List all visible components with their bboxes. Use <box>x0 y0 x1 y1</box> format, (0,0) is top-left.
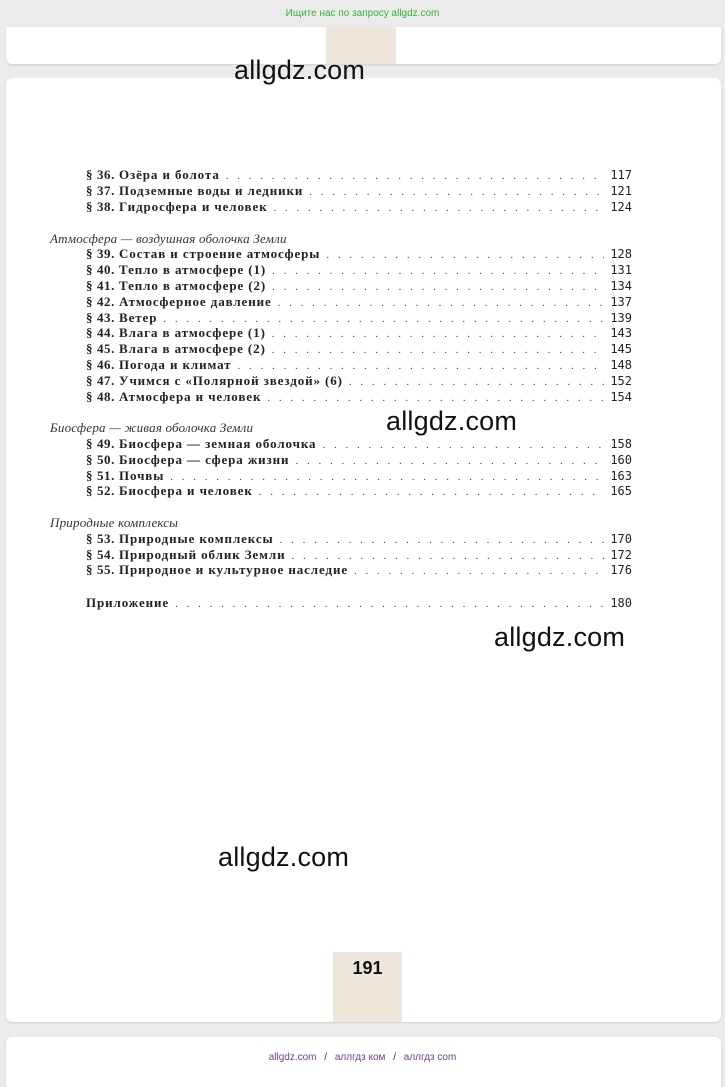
toc-section-number: § 41. <box>86 278 115 293</box>
toc-section-number: § 36. <box>86 167 115 182</box>
toc-title: Атмосферное давление <box>119 294 272 309</box>
top-banner[interactable]: Ищите нас по запросу allgdz.com <box>285 8 440 19</box>
toc-section-number: § 53. <box>86 531 115 546</box>
watermark: allgdz.com <box>494 622 626 652</box>
toc-entry <box>86 294 632 310</box>
toc-page: 134 <box>610 279 632 293</box>
toc-page: 139 <box>610 311 632 325</box>
toc-section-number: § 55. <box>86 562 115 577</box>
toc-section-heading: Природные комплексы <box>50 515 179 530</box>
footer-separator: / <box>324 1052 328 1063</box>
toc-entry <box>86 262 632 278</box>
footer-link[interactable]: аллгдз com <box>403 1052 457 1063</box>
toc-leader-dots <box>259 486 605 498</box>
toc-entry <box>86 452 632 468</box>
toc-leader-dots <box>354 565 604 577</box>
toc-leader-dots <box>272 281 604 293</box>
toc-leader-dots <box>295 455 604 467</box>
toc-page: 172 <box>610 548 632 562</box>
toc-entry <box>86 468 632 484</box>
footer-link[interactable]: аллгдз ком <box>334 1052 386 1063</box>
toc-title: Влага в атмосфере (1) <box>119 325 266 340</box>
toc-leader-dots <box>272 265 604 277</box>
toc-leader-dots <box>274 202 605 214</box>
footer-separator: / <box>393 1052 396 1063</box>
toc-title: Приложение <box>86 595 170 610</box>
toc-title: Природное и культурное наследие <box>119 562 349 577</box>
toc-title: Озёра и болота <box>119 167 220 182</box>
toc-page: 121 <box>610 184 632 198</box>
toc-title: Тепло в атмосфере (2) <box>119 278 267 293</box>
toc-title: Гидросфера и человек <box>119 199 268 214</box>
toc-entry <box>86 483 632 499</box>
toc-section-number: § 43. <box>86 310 115 325</box>
toc-page: 131 <box>610 263 632 277</box>
toc-leader-dots <box>309 186 604 198</box>
toc-page: 160 <box>610 453 632 467</box>
toc-entry <box>86 562 632 578</box>
toc-page: 163 <box>610 469 632 483</box>
toc-entry <box>86 531 632 547</box>
toc-page: 124 <box>610 200 632 214</box>
toc-section-number: § 45. <box>86 341 115 356</box>
toc-leader-dots <box>272 328 605 340</box>
toc-entry <box>86 325 632 341</box>
toc-entry <box>86 389 632 405</box>
toc-section-heading: Биосфера — живая оболочка Земли <box>50 420 254 435</box>
toc-entry <box>86 547 632 563</box>
toc-page: 176 <box>610 563 632 577</box>
toc-leader-dots <box>292 550 605 562</box>
toc-entry <box>86 341 632 357</box>
toc-title: Учимся с «Полярной звездой» (6) <box>119 373 343 388</box>
toc-title: Природный облик Земли <box>119 547 286 562</box>
toc-section-number: § 49. <box>86 436 115 451</box>
toc-page: 128 <box>610 247 632 261</box>
page-number: 191 <box>352 958 383 978</box>
toc-entry <box>86 436 632 452</box>
watermark: allgdz.com <box>218 842 350 872</box>
toc-leader-dots <box>349 376 604 388</box>
toc-title: Подземные воды и ледники <box>119 183 304 198</box>
toc-page: 148 <box>610 358 632 372</box>
toc-title: Погода и климат <box>119 357 232 372</box>
toc-leader-dots <box>163 313 604 325</box>
toc-leader-dots <box>170 471 604 483</box>
toc-section-number: § 52. <box>86 483 115 498</box>
toc-page: 152 <box>610 374 632 388</box>
toc-entry <box>86 199 632 215</box>
toc-section-number: § 48. <box>86 389 115 404</box>
toc-title: Почвы <box>119 468 165 483</box>
toc-title: Атмосфера и человек <box>119 389 262 404</box>
toc-section-number: § 44. <box>86 325 115 340</box>
toc-section-number: § 39. <box>86 246 115 261</box>
toc-title: Биосфера — земная оболочка <box>119 436 317 451</box>
toc-leader-dots <box>267 392 604 404</box>
toc-entry <box>86 183 632 199</box>
toc-title: Ветер <box>119 310 158 325</box>
toc-entry <box>86 167 632 183</box>
toc-title: Тепло в атмосфере (1) <box>119 262 267 277</box>
toc-title: Природные комплексы <box>119 531 274 546</box>
toc-page: 170 <box>610 532 632 546</box>
toc-page: 117 <box>610 168 632 182</box>
toc-section-heading: Атмосфера — воздушная оболочка Земли <box>50 231 287 246</box>
toc-leader-dots <box>278 297 605 309</box>
toc-leader-dots <box>175 598 604 610</box>
toc-entry <box>86 278 632 294</box>
toc-entry <box>86 246 632 262</box>
footer-link[interactable]: allgdz.com <box>268 1052 317 1063</box>
toc-page: 158 <box>610 437 632 451</box>
watermark: allgdz.com <box>234 55 366 85</box>
toc-leader-dots <box>280 534 605 546</box>
toc-section-number: § 47. <box>86 373 115 388</box>
toc-page: 143 <box>610 326 632 340</box>
toc-entry <box>86 310 632 326</box>
toc-section-number: § 54. <box>86 547 115 562</box>
toc-section-number: § 46. <box>86 357 115 372</box>
toc-title: Влага в атмосфере (2) <box>119 341 266 356</box>
toc-title: Биосфера — сфера жизни <box>119 452 290 467</box>
toc-page: 145 <box>610 342 632 356</box>
toc-leader-dots <box>326 249 604 261</box>
toc-section-number: § 42. <box>86 294 115 309</box>
toc-title: Биосфера и человек <box>119 483 253 498</box>
toc-page: 154 <box>610 390 632 404</box>
toc-section-number: § 51. <box>86 468 115 483</box>
watermark: allgdz.com <box>386 406 518 436</box>
toc-leader-dots <box>322 439 604 451</box>
toc-section-number: § 38. <box>86 199 115 214</box>
toc-entry <box>86 357 632 373</box>
toc-page: 137 <box>610 295 632 309</box>
toc-page: 165 <box>610 484 632 498</box>
footer-links <box>0 1052 725 1063</box>
toc-section-number: § 37. <box>86 183 115 198</box>
toc-title: Состав и строение атмосферы <box>119 246 321 261</box>
toc-entry <box>86 373 632 389</box>
toc-leader-dots <box>272 344 605 356</box>
toc-section-number: § 40. <box>86 262 115 277</box>
toc-leader-dots <box>237 360 604 372</box>
toc-leader-dots <box>226 170 605 182</box>
toc-section-number: § 50. <box>86 452 115 467</box>
toc-entry-appendix <box>86 595 632 611</box>
toc-page: 180 <box>610 596 632 610</box>
